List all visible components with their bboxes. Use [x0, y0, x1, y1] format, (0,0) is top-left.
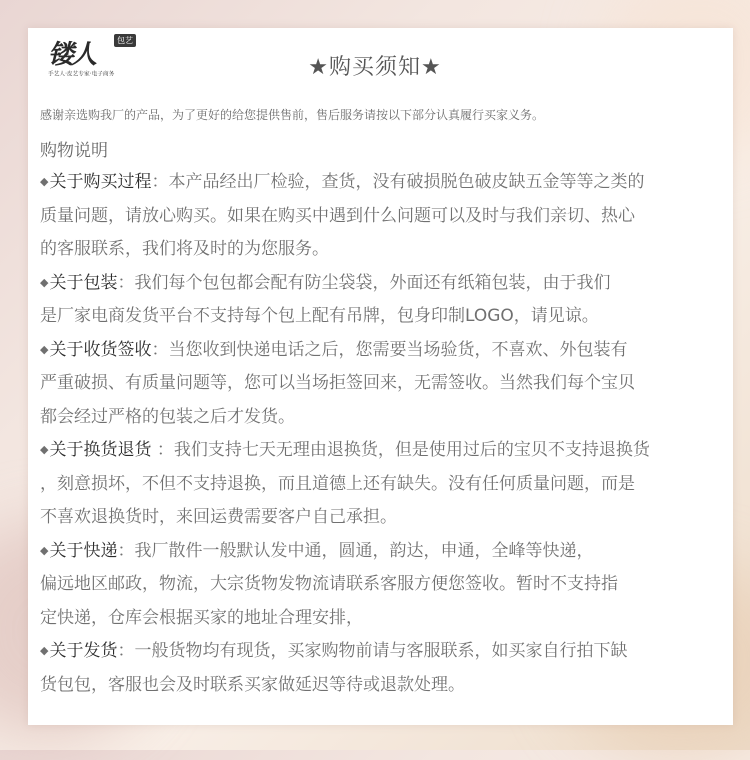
diamond-bullet-icon: ◆: [40, 342, 49, 356]
section-label: 关于发货: [49, 641, 118, 661]
section-line: 质量问题，请放心购买。如果在购买中遇到什么问题可以及时与我们亲切、热心: [40, 205, 635, 226]
logo-tag: 包艺: [114, 34, 136, 47]
section-line: 定快递，仓库会根据买家的地址合理安排，: [40, 607, 363, 628]
section-label: 关于购买过程: [49, 172, 152, 192]
section-line: 货包包，客服也会及时联系买家做延迟等待或退款处理。: [40, 674, 465, 695]
section-heading: 购物说明: [40, 141, 108, 161]
section-purchase-process: [40, 166, 730, 267]
section-line: 的客服联系，我们将及时的为您服务。: [40, 239, 329, 259]
diamond-bullet-icon: ◆: [40, 275, 49, 289]
intro-text: 感谢亲选购我厂的产品，为了更好的给您提供售前，售后服务请按以下部分认真履行买家义务。: [40, 108, 545, 122]
section-text: ：一般货物均有现货，买家购物前请与客服联系，如买家自行拍下缺: [117, 641, 628, 661]
page-title: ★购买须知★: [308, 55, 442, 80]
section-label: 关于包装: [49, 272, 118, 293]
section-label: 关于快递: [49, 540, 118, 561]
section-line: 偏远地区邮政，物流，大宗货物发物流请联系客服方便您签收。暂时不支持指: [40, 574, 618, 594]
section-dispatch: [40, 635, 730, 702]
diamond-bullet-icon: ◆: [40, 175, 49, 188]
section-label: 关于收货签收: [49, 339, 152, 360]
section-line: 是厂家电商发货平台不支持每个包上配有吊牌，包身印制LOGO，请见谅。: [40, 306, 599, 326]
section-text: ：本产品经出厂检验，查货，没有破损脱色破皮缺五金等等之类的: [151, 172, 645, 192]
section-shipping-courier: [40, 535, 730, 636]
section-line: [40, 535, 730, 569]
section-text: ：当您收到快递电话之后，您需要当场验货，不喜欢、外包装有: [151, 339, 628, 360]
section-line: [40, 166, 730, 200]
section-text: ：我们每个包包都会配有防尘袋袋，外面还有纸箱包装，由于我们: [117, 272, 611, 293]
section-label: 关于换货退货: [49, 440, 152, 460]
logo-subtitle: 手艺人·皮艺专家·电子商务: [48, 70, 115, 78]
section-line: [40, 334, 730, 368]
section-packaging: [40, 267, 730, 334]
section-line: [40, 635, 730, 669]
diamond-bullet-icon: ◆: [40, 443, 49, 456]
section-line: 都会经过严格的包装之后才发货。: [40, 406, 295, 427]
section-line: 不喜欢退换货时，来回运费需要客户自己承担。: [40, 507, 397, 527]
section-receipt: [40, 334, 730, 435]
notice-sections: [40, 166, 730, 702]
diamond-bullet-icon: ◆: [40, 543, 49, 557]
section-line: 严重破损、有质量问题等，您可以当场拒签回来，无需签收。当然我们每个宝贝: [40, 373, 635, 393]
diamond-bullet-icon: ◆: [40, 644, 49, 657]
section-text: ：我厂散件一般默认发中通，圆通，韵达，申通，全峰等快递，: [117, 540, 594, 561]
section-line: [40, 267, 730, 301]
section-line: [40, 434, 730, 468]
section-line: ，刻意损坏，不但不支持退换，而且道德上还有缺失。没有任何质量问题，而是: [40, 473, 635, 494]
section-returns: [40, 434, 730, 535]
section-text: ：我们支持七天无理由退换货，但是使用过后的宝贝不支持退换货: [151, 440, 650, 460]
logo-wordmark: 镂人: [48, 40, 95, 70]
